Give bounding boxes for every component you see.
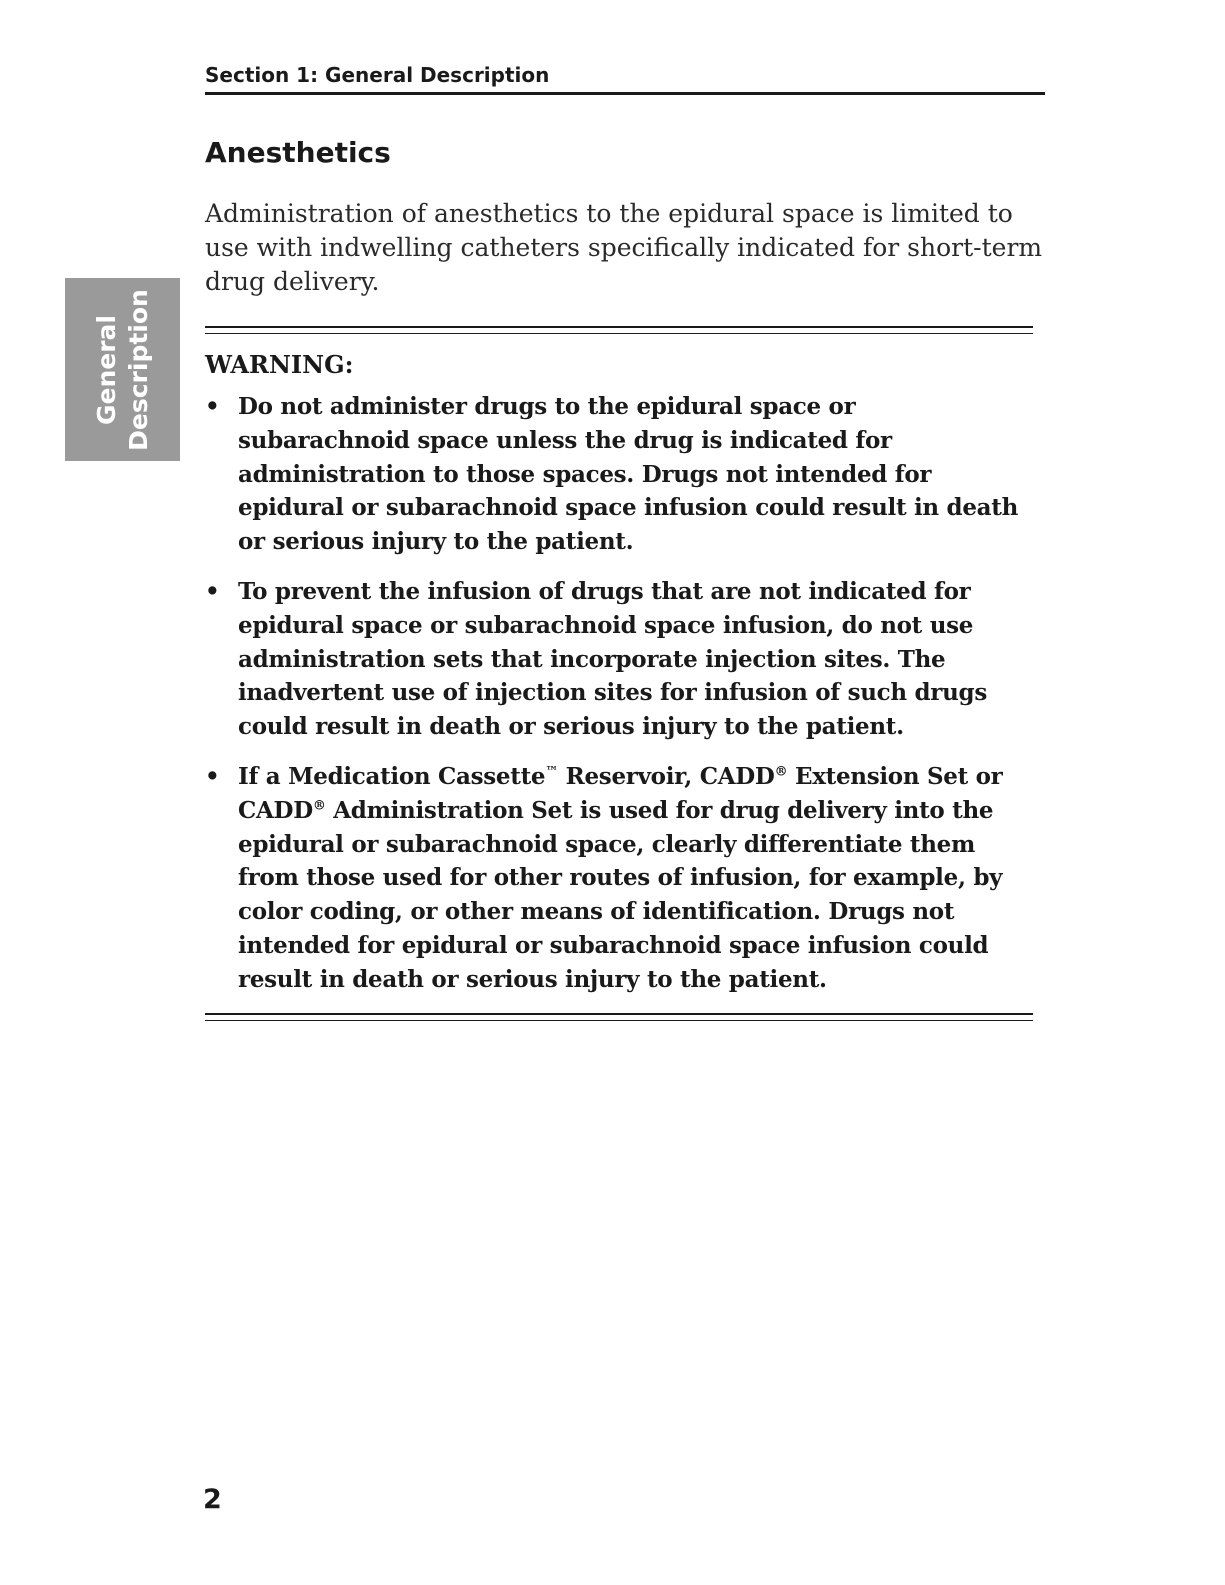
text-fragment: Extension Set or CADD: [238, 762, 1003, 824]
bullet-icon: •: [205, 577, 220, 605]
registered-symbol: ®: [774, 764, 788, 780]
page-number: 2: [203, 1484, 222, 1515]
warning-item: [205, 575, 1033, 744]
side-tab-label: [91, 289, 155, 451]
warning-top-rule: [205, 326, 1033, 334]
section-header: [205, 60, 1045, 95]
bullet-icon: •: [205, 762, 220, 790]
warning-bottom-rule: [205, 1013, 1033, 1021]
trademark-symbol: ™: [545, 764, 558, 780]
text-fragment: Administration Set is used for drug delivery into the epidural or subarachnoid space, clearly differentiate them from those used for other routes of infusion, for example, by color coding, or other means of identification. Drugs not intended for epidural or subarachnoid space infusion could result in death or serious injury to the patient.: [238, 796, 1003, 993]
warning-item-text: To prevent the infusion of drugs that are not indicated for epidural space or subarachnoid space infusion, do not use administration sets that incorporate injection sites. The inadvertent use of injection sites for infusion of such drugs could result in death or serious injury to the patient.: [238, 577, 987, 741]
side-tab-line-1: General: [91, 314, 121, 425]
bullet-icon: •: [205, 393, 220, 420]
side-tab: [65, 278, 180, 461]
text-fragment: Reservoir, CADD: [557, 762, 775, 790]
text-fragment: If a Medication Cassette: [238, 762, 546, 790]
registered-symbol: ®: [312, 798, 326, 814]
warning-list: [205, 390, 1033, 997]
warning-title: WARNING:: [205, 350, 354, 379]
warning-box: [205, 326, 1033, 1021]
warning-item: [205, 760, 1033, 997]
side-tab-line-2: Description: [123, 288, 153, 451]
warning-item: [205, 390, 1033, 559]
warning-item-text: Do not administer drugs to the epidural space or subarachnoid space unless the drug is indicated for administration to those spaces. Drugs not intended for epidural or subarachnoid space infusion could result in death or serious injury to the patient.: [238, 393, 1019, 556]
page-heading: Anesthetics: [205, 136, 391, 169]
warning-item-text: [238, 763, 1003, 993]
section-title: Section 1: General Description: [205, 63, 550, 87]
intro-paragraph: Administration of anesthetics to the epidural space is limited to use with indwelling catheters specifically indicated for short-term drug delivery.: [205, 199, 1043, 296]
